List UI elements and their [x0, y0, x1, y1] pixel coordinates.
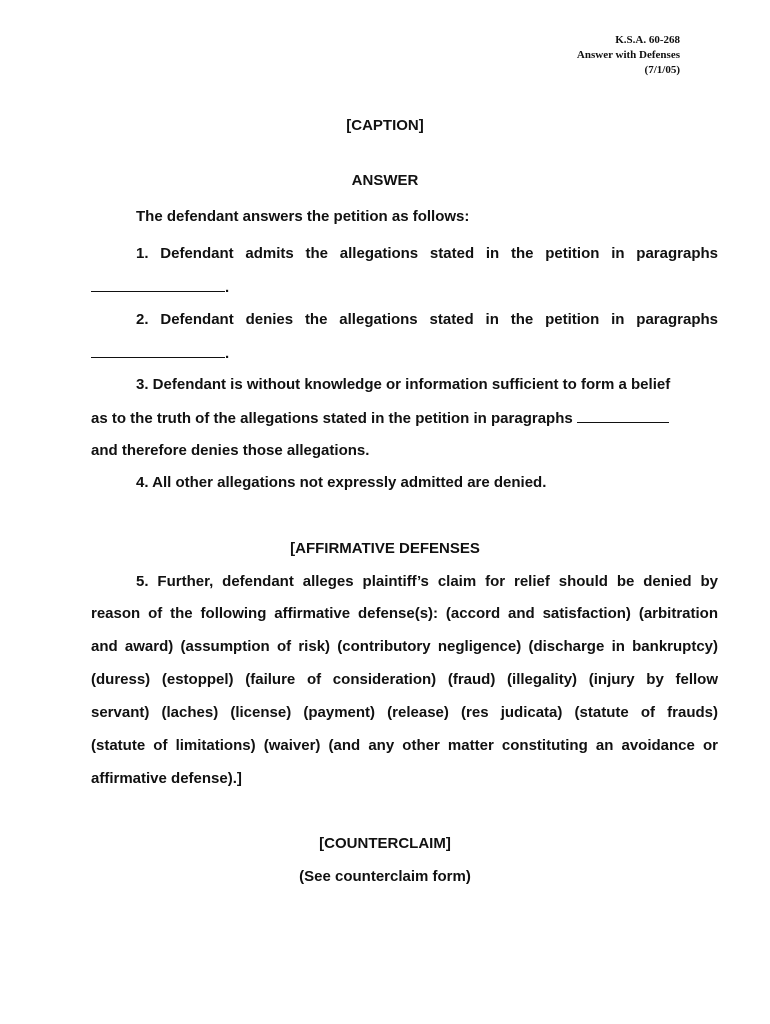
intro-text: The defendant answers the petition as follows:	[136, 208, 470, 225]
para5-line5: servant) (laches) (license) (payment) (release) (res judicata) (statute of frauds)	[91, 704, 718, 721]
para5-line3: and award) (assumption of risk) (contributory negligence) (discharge in bankruptcy)	[91, 638, 718, 655]
para1-blank	[91, 278, 225, 292]
para1-period: .	[225, 279, 230, 296]
para1-blank-line	[91, 278, 229, 297]
para5-line1: 5. Further, defendant alleges plaintiff’s claim for relief should be denied by	[136, 573, 718, 590]
counterclaim-note: (See counterclaim form)	[299, 868, 471, 885]
para3-line1: 3. Defendant is without knowledge or information sufficient to form a belief	[136, 376, 671, 393]
answer-title: ANSWER	[351, 172, 419, 189]
para5-line6: (statute of limitations) (waiver) (and any other matter constituting an avoidance or	[91, 737, 718, 754]
para2-text: 2. Defendant denies the allegations stated in the petition in paragraphs	[136, 311, 718, 328]
para2-period: .	[225, 345, 230, 362]
form-header	[577, 33, 680, 78]
para5-line2: reason of the following affirmative defense(s): (accord and satisfaction) (arbitration	[91, 605, 718, 622]
statute-reference: K.S.A. 60-268	[615, 34, 680, 46]
para3-line2-text: as to the truth of the allegations stated in the petition in paragraphs	[91, 410, 573, 427]
caption-heading: [CAPTION]	[346, 117, 424, 134]
affirmative-defenses-heading: [AFFIRMATIVE DEFENSES	[290, 540, 480, 557]
para2-blank-line	[91, 344, 229, 363]
counterclaim-heading: [COUNTERCLAIM]	[319, 835, 451, 852]
form-name: Answer with Defenses	[576, 49, 680, 61]
para5-line4: (duress) (estoppel) (failure of consideration) (fraud) (illegality) (injury by fellow	[91, 671, 718, 688]
para3-line3: and therefore denies those allegations.	[91, 442, 370, 459]
para3-blank	[577, 409, 669, 423]
para3-line2	[91, 409, 669, 428]
para4-text: 4. All other allegations not expressly admitted are denied.	[136, 474, 547, 491]
para2-blank	[91, 344, 225, 358]
para1-text: 1. Defendant admits the allegations stated in the petition in paragraphs	[136, 245, 718, 262]
form-date: (7/1/05)	[644, 64, 680, 76]
para5-line7: affirmative defense).]	[91, 770, 242, 787]
